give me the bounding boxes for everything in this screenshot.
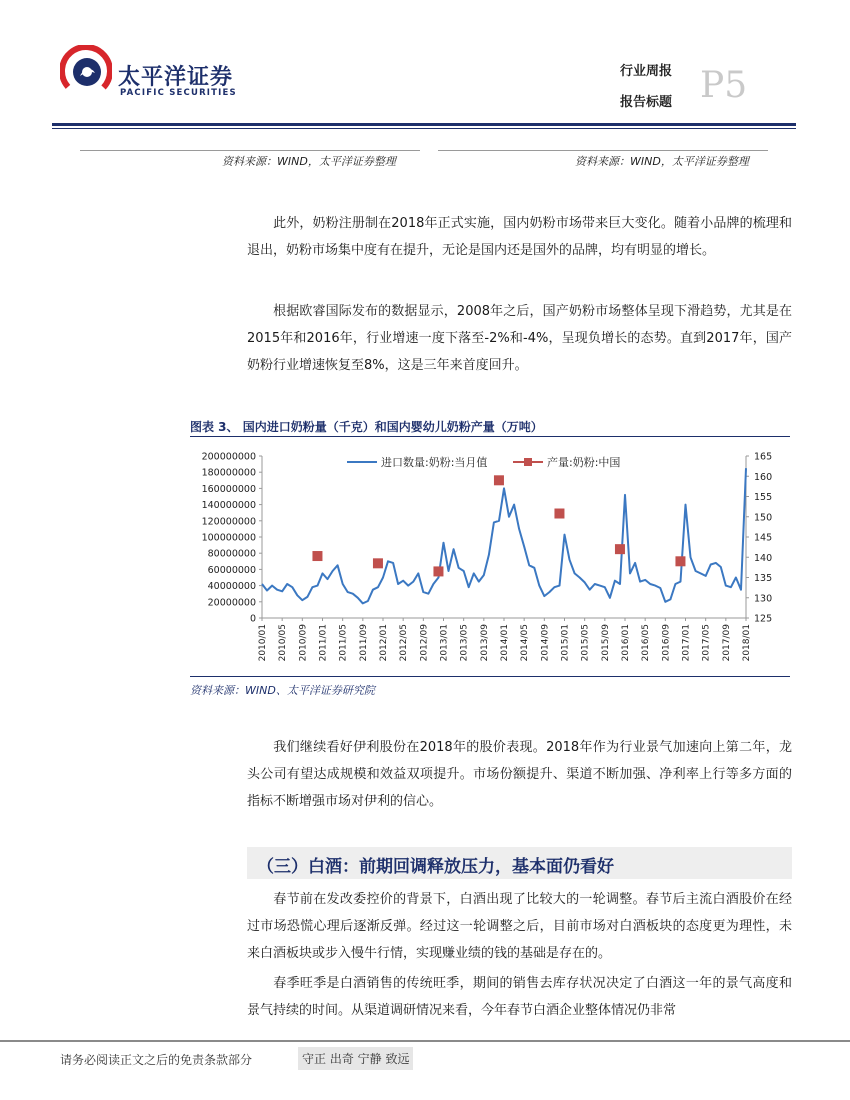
x-tick-label: 2012/01 [379, 624, 389, 662]
x-tick-label: 2018/01 [742, 624, 752, 662]
y-right-tick-label: 165 [754, 451, 773, 463]
x-tick-label: 2014/01 [500, 624, 510, 662]
paragraph-3 [247, 734, 792, 815]
x-tick-label: 2011/01 [318, 624, 329, 662]
header-rule-thin [52, 128, 796, 129]
figure-caption: 图表 3、 国内进口奶粉量（千克）和国内婴幼儿奶粉产量（万吨） [190, 420, 543, 434]
x-tick-label: 2013/05 [459, 624, 470, 662]
y-left-tick-label: 140000000 [201, 500, 256, 512]
x-tick-label: 2015/09 [600, 624, 611, 662]
y-left-tick-label: 60000000 [207, 564, 256, 576]
x-tick-label: 2014/09 [540, 624, 551, 662]
y-left-tick-label: 80000000 [207, 548, 256, 560]
footer-disclaimer: 请务必阅读正文之后的免责条款部分 [60, 1053, 253, 1067]
source-divider-left [80, 150, 420, 151]
y-left-tick-label: 160000000 [201, 483, 256, 495]
x-tick-label: 2014/05 [520, 624, 531, 662]
footer-rule [0, 1040, 850, 1042]
chart-series [262, 468, 746, 603]
x-tick-label: 2016/05 [641, 624, 652, 662]
y-left-tick-label: 180000000 [201, 467, 256, 479]
series-production-marker [312, 551, 322, 561]
chart-legend [347, 455, 620, 469]
y-right-tick-label: 155 [754, 492, 773, 503]
report-title: 报告标题 [620, 95, 673, 110]
series-production-marker [433, 566, 443, 576]
paragraph-3-text: 我们继续看好伊利股份在2018年的股价表现。2018年作为行业景气加速向上第二年，龙头公司有望达成规模和效益双项提升。市场份额提升、渠道不断加强、净利率上行等多方面的指标不断增强市场对伊利的信心。 [247, 740, 792, 809]
figure-top-rule [190, 436, 790, 437]
paragraph-4-text: 春节前在发改委控价的背景下，白酒出现了比较大的一轮调整。春节后主流白酒股价在经过市场恐慌心理后逐渐反弹。经过这一轮调整之后，目前市场对白酒板块的态度更为理性，未来白酒板块或步入慢牛行情，实现赚业绩的钱的基础是存在的。 [247, 892, 792, 961]
header-rule [52, 123, 796, 126]
x-tick-label: 2017/01 [681, 624, 692, 662]
y-right-tick-label: 140 [754, 552, 773, 564]
brand-name-cn: 太平洋证券 [118, 65, 234, 90]
y-right-tick-label: 160 [754, 471, 773, 483]
x-tick-label: 2012/09 [419, 624, 430, 662]
pacific-securities-logo-icon [60, 45, 112, 97]
series-production-marker [615, 544, 625, 554]
paragraph-1 [247, 210, 792, 264]
series-import-line [262, 468, 746, 603]
figure-bottom-rule [190, 676, 790, 677]
y-right-tick-label: 130 [754, 593, 773, 605]
x-tick-label: 2010/01 [258, 624, 268, 662]
paragraph-5 [247, 970, 792, 1024]
legend-marker-label: 产量:奶粉:中国 [547, 456, 621, 469]
x-tick-label: 2017/05 [701, 624, 712, 662]
series-production-marker [554, 509, 564, 519]
paragraph-5-text: 春季旺季是白酒销售的传统旺季，期间的销售去库存状况决定了白酒这一年的景气高度和景气持续的时间。从渠道调研情况来看，今年春节白酒企业整体情况仍非常 [247, 976, 792, 1018]
chart-axes [202, 452, 773, 662]
x-tick-label: 2015/01 [560, 624, 571, 662]
y-left-tick-label: 120000000 [201, 516, 256, 528]
y-left-tick-label: 100000000 [201, 532, 256, 544]
x-tick-label: 2012/05 [399, 624, 410, 662]
series-production-marker [494, 475, 504, 485]
x-tick-label: 2013/09 [479, 624, 490, 662]
paragraph-4 [247, 886, 792, 967]
y-right-tick-label: 125 [754, 613, 773, 625]
y-left-tick-label: 200000000 [201, 451, 256, 463]
x-tick-label: 2016/09 [661, 624, 672, 662]
x-tick-label: 2013/01 [439, 624, 450, 662]
x-tick-label: 2011/05 [338, 624, 349, 662]
x-tick-label: 2015/05 [580, 624, 591, 662]
legend-marker-swatch [524, 458, 532, 466]
legend-line-label: 进口数量:奶粉:当月值 [381, 456, 488, 469]
y-right-tick-label: 150 [754, 512, 773, 524]
y-right-tick-label: 145 [754, 532, 773, 544]
y-right-tick-label: 135 [754, 573, 773, 584]
section-heading: （三）白酒：前期回调释放压力，基本面仍看好 [257, 857, 614, 877]
page-number: P5 [700, 65, 748, 106]
x-tick-label: 2011/09 [358, 624, 369, 662]
report-type: 行业周报 [620, 64, 673, 79]
footer-motto: 守正 出奇 宁静 致远 [298, 1047, 413, 1070]
x-tick-label: 2017/09 [721, 624, 732, 662]
series-production-marker [675, 556, 685, 566]
source-note-left: 资料来源：WIND，太平洋证券整理 [222, 155, 396, 168]
paragraph-1-text: 此外，奶粉注册制在2018年正式实施，国内奶粉市场带来巨大变化。随着小品牌的梳理和退出，奶粉市场集中度有在提升，无论是国内还是国外的品牌，均有明显的增长。 [247, 216, 792, 258]
source-note-right: 资料来源：WIND，太平洋证券整理 [575, 155, 749, 168]
paragraph-2 [247, 298, 792, 379]
milk-powder-chart [190, 440, 790, 672]
source-divider-right [438, 150, 768, 151]
brand-name-en: PACIFIC SECURITIES [120, 88, 237, 98]
paragraph-2-text: 根据欧睿国际发布的数据显示，2008年之后，国产奶粉市场整体呈现下滑趋势，尤其是在2015年和2016年，行业增速一度下落至-2%和-4%，呈现负增长的态势。直到2017年，国产奶粉行业增速恢复至8%，这是三年来首度回升。 [247, 304, 792, 373]
y-left-tick-label: 40000000 [207, 581, 256, 593]
y-left-tick-label: 20000000 [207, 597, 256, 609]
x-tick-label: 2010/05 [278, 624, 289, 662]
x-tick-label: 2010/09 [298, 624, 309, 662]
y-left-tick-label: 0 [249, 613, 256, 625]
series-production-marker [373, 558, 383, 568]
figure-source: 资料来源：WIND、太平洋证券研究院 [190, 684, 375, 697]
x-tick-label: 2016/01 [621, 624, 631, 662]
